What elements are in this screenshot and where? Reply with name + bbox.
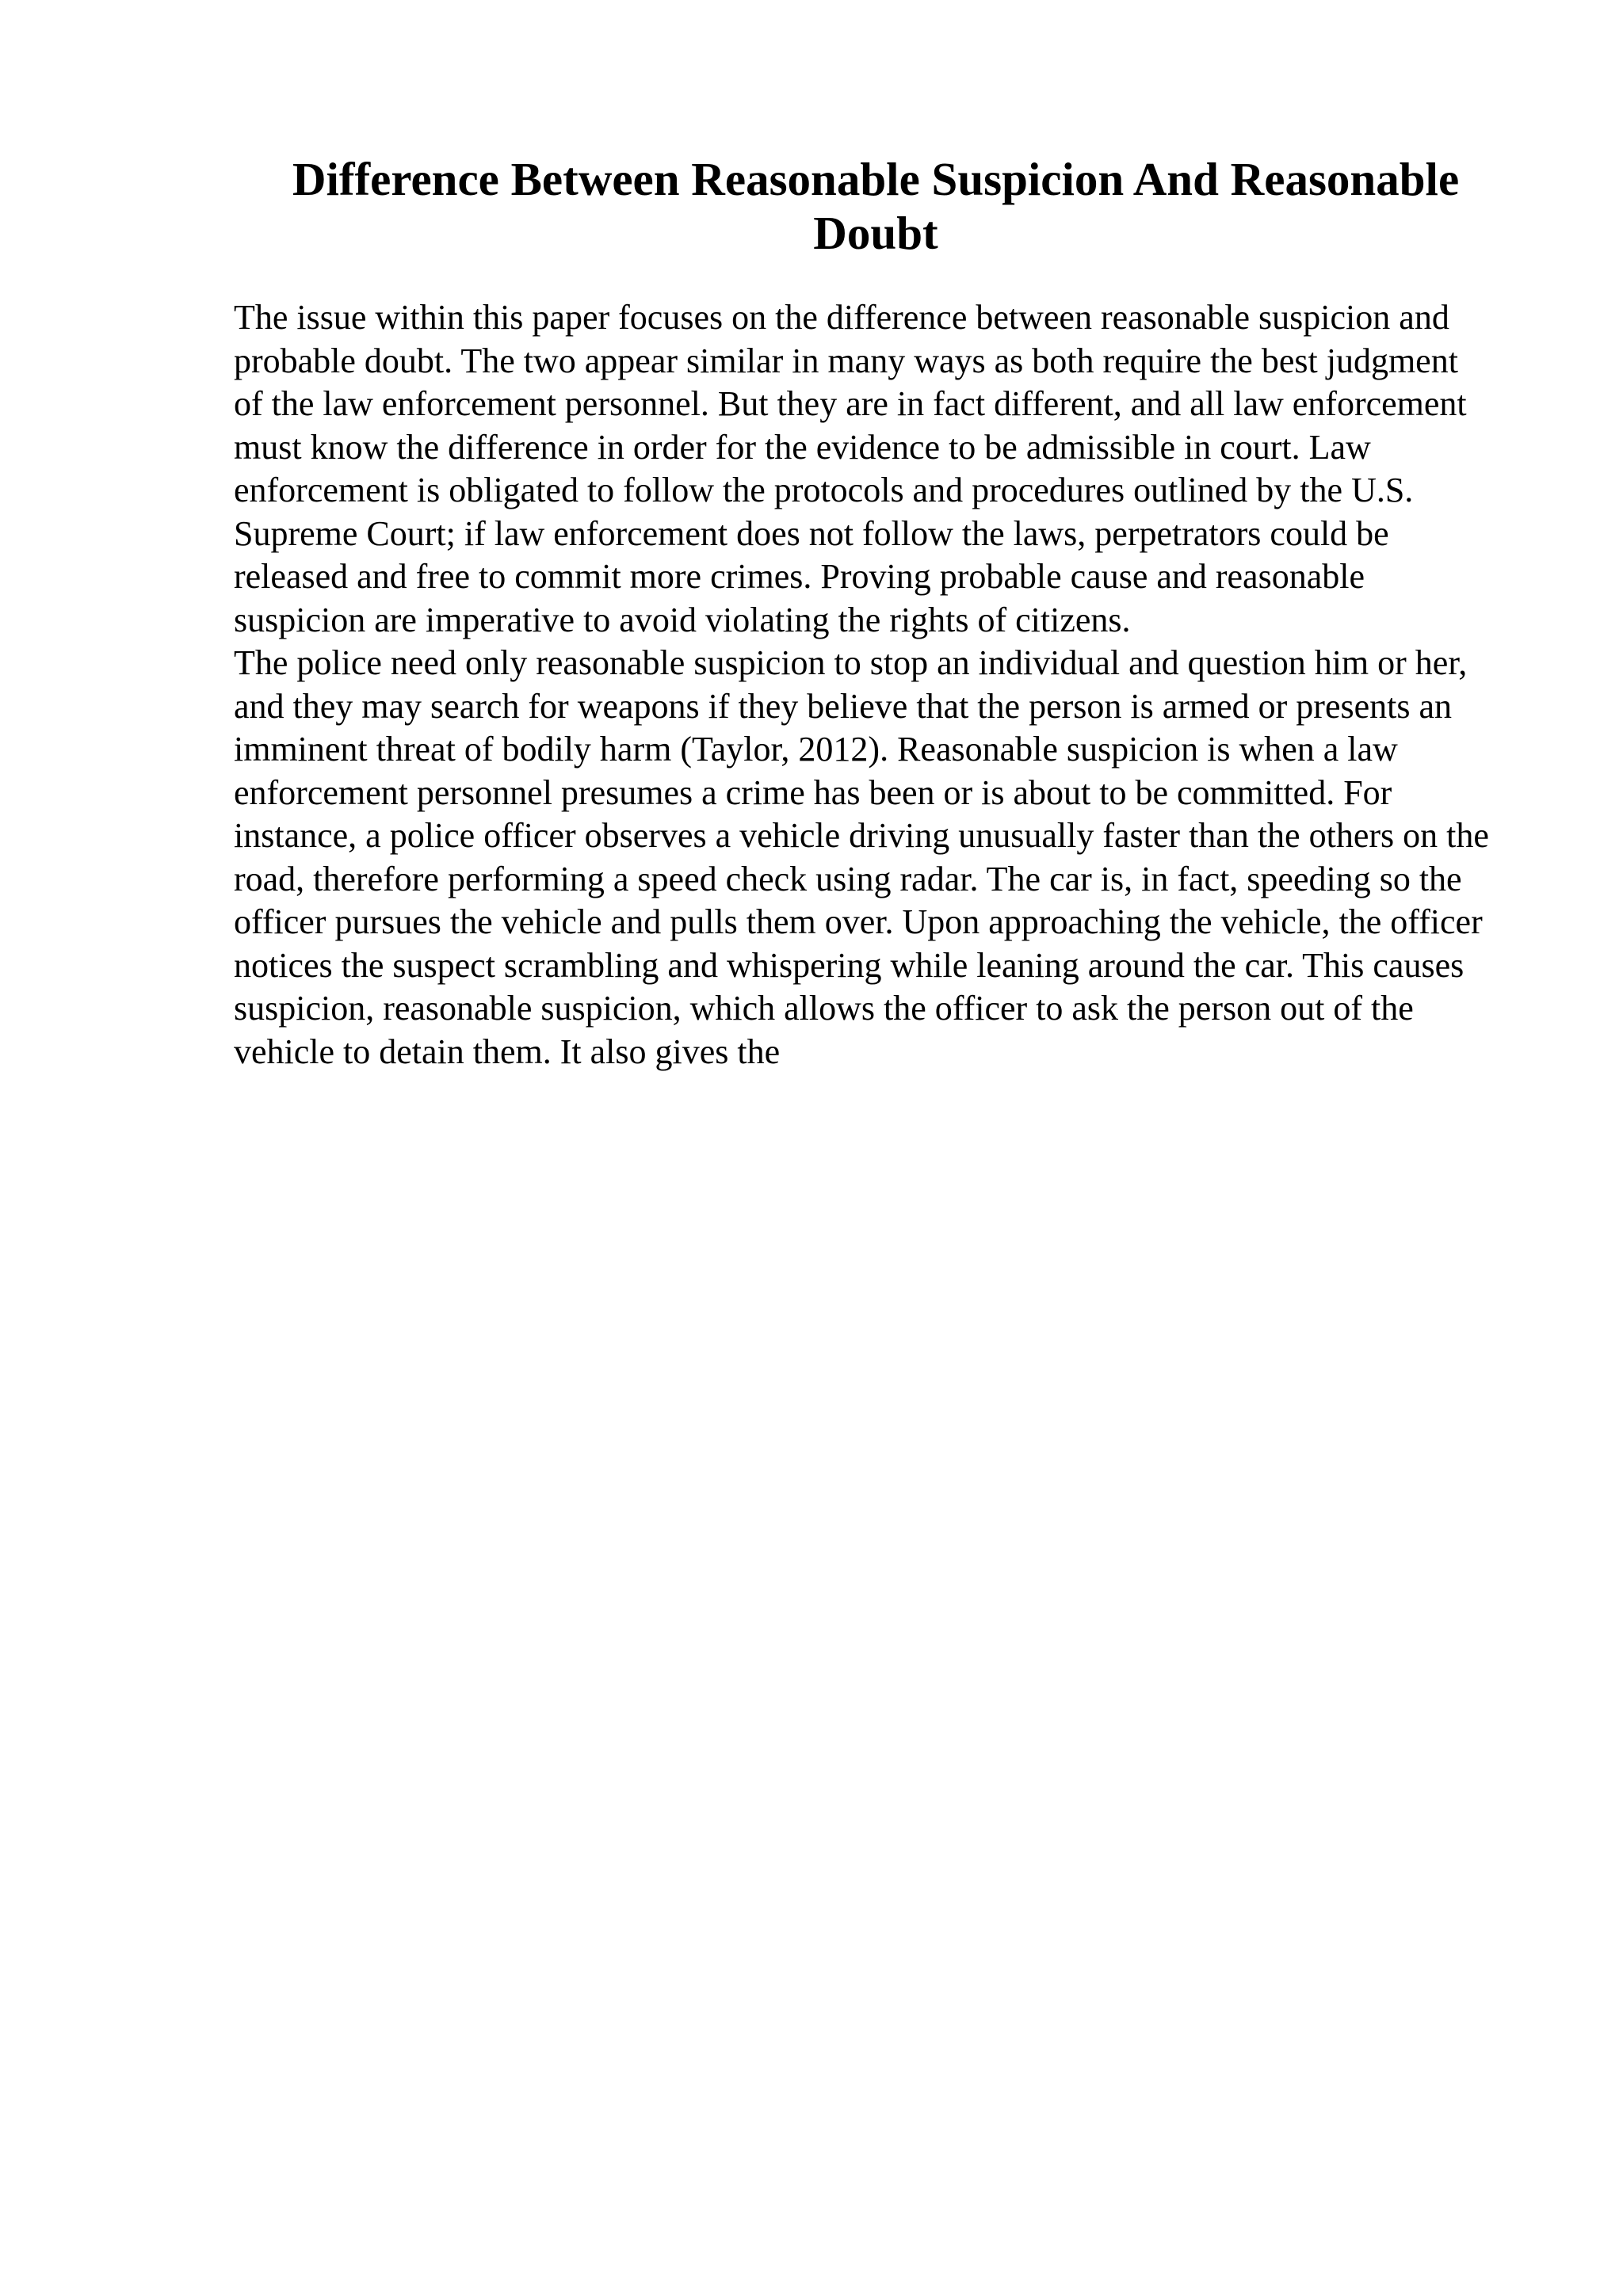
document-body [234, 296, 1494, 1074]
paragraph-2: The police need only reasonable suspicion to stop an individual and question him or her, and they may search for weapons if they believe that the person is armed or presents an imminent threat of bodily harm (Taylor, 2012). Reasonable suspicion is when a law enforcement personnel presumes a crime has been or is about to be committed. For instance, a police officer observes a vehicle driving unusually faster than the others on the road, therefore performing a speed check using radar. The car is, in fact, speeding so the officer pursues the vehicle and pulls them over. Upon approaching the vehicle, the officer notices the suspect scrambling and whispering while leaning around the car. This causes suspicion, reasonable suspicion, which allows the officer to ask the person out of the vehicle to detain them. It also gives the [234, 643, 1489, 1071]
document-content [234, 152, 1494, 1074]
paragraph-1: The issue within this paper focuses on the difference between reasonable suspicion and probable doubt. The two appear similar in many ways as both require the best judgment of the law enforcement personnel. But they are in fact different, and all law enforcement must know the difference in order for the evidence to be admissible in court. Law enforcement is obligated to follow the protocols and procedures outlined by the U.S. Supreme Court; if law enforcement does not follow the laws, perpetrators could be released and free to commit more crimes. Proving probable cause and reasonable suspicion are imperative to avoid violating the rights of citizens. [234, 298, 1467, 639]
document-title: Difference Between Reasonable Suspicion And Reasonable Doubt [292, 153, 1460, 259]
